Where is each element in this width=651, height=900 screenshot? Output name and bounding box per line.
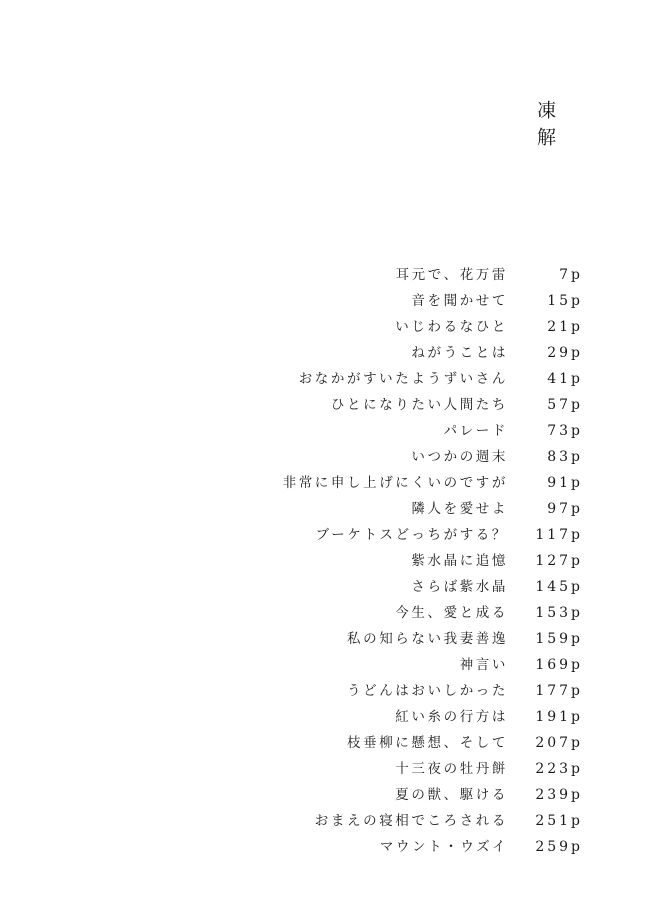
toc-entry <box>0 288 651 314</box>
toc-entry-page: 145p <box>535 579 583 595</box>
toc-entry-title: ひとになりたい人間たち <box>330 397 508 413</box>
toc-entry-title: いじわるなひと <box>395 319 508 335</box>
toc-entry <box>0 340 651 366</box>
toc-entry-page: 117p <box>535 527 583 543</box>
toc-entry-title: 隣人を愛せよ <box>411 501 508 517</box>
toc-entry-page: 223p <box>535 761 583 777</box>
toc-entry-title: 紫水晶に追憶 <box>411 553 508 569</box>
toc-entry <box>0 652 651 678</box>
toc-entry <box>0 808 651 834</box>
toc-entry-page: 7p <box>559 267 583 283</box>
toc-entry <box>0 704 651 730</box>
book-title: 凍解 <box>534 100 556 154</box>
toc-entry-title: おまえの寝相でころされる <box>314 813 508 829</box>
toc-entry-title: 夏の獣、駆ける <box>395 787 508 803</box>
toc-entry-title: 神言い <box>459 657 508 673</box>
toc-entry-title: パレード <box>443 423 508 439</box>
toc-entry-title: ねがうことは <box>411 345 508 361</box>
toc-entry-page: 239p <box>535 787 583 803</box>
toc-entry-page: 73p <box>547 423 583 439</box>
toc-entry <box>0 262 651 288</box>
toc-entry <box>0 600 651 626</box>
toc-entry-page: 169p <box>535 657 583 673</box>
toc-entry-title: マウント・ウズイ <box>379 839 508 855</box>
table-of-contents <box>0 262 651 860</box>
toc-entry <box>0 470 651 496</box>
toc-entry-title: 紅い糸の行方は <box>395 709 508 725</box>
toc-entry-page: 177p <box>535 683 583 699</box>
toc-entry-page: 57p <box>547 397 583 413</box>
toc-entry-page: 127p <box>535 553 583 569</box>
toc-entry-title: 耳元で、花万雷 <box>395 267 508 283</box>
toc-entry-page: 191p <box>535 709 583 725</box>
toc-entry <box>0 574 651 600</box>
toc-entry-title: 十三夜の牡丹餅 <box>395 761 508 777</box>
toc-entry <box>0 678 651 704</box>
toc-entry <box>0 834 651 860</box>
toc-entry <box>0 730 651 756</box>
toc-entry-page: 21p <box>547 319 583 335</box>
toc-entry-page: 83p <box>547 449 583 465</box>
toc-entry-page: 91p <box>547 475 583 491</box>
toc-entry-page: 251p <box>535 813 583 829</box>
toc-entry <box>0 782 651 808</box>
toc-entry-title: いつかの週末 <box>411 449 508 465</box>
toc-entry-title: 音を聞かせて <box>411 293 508 309</box>
toc-entry-title: 私の知らない我妻善逸 <box>347 631 508 647</box>
toc-entry-title: 非常に申し上げにくいのですが <box>282 475 508 491</box>
toc-entry <box>0 366 651 392</box>
toc-entry <box>0 522 651 548</box>
toc-entry-page: 207p <box>535 735 583 751</box>
toc-entry-page: 153p <box>535 605 583 621</box>
toc-entry <box>0 418 651 444</box>
toc-entry-page: 97p <box>547 501 583 517</box>
toc-entry-title: うどんはおいしかった <box>347 683 508 699</box>
toc-entry <box>0 548 651 574</box>
toc-entry-page: 159p <box>535 631 583 647</box>
toc-entry <box>0 756 651 782</box>
toc-entry-title: さらば紫水晶 <box>411 579 508 595</box>
toc-entry <box>0 444 651 470</box>
toc-entry-title: ブーケトスどっちがする？ <box>315 527 508 543</box>
toc-entry-page: 29p <box>547 345 583 361</box>
toc-entry-title: 今生、愛と成る <box>395 605 508 621</box>
toc-entry-page: 41p <box>547 371 583 387</box>
toc-entry-page: 15p <box>547 293 583 309</box>
toc-entry <box>0 496 651 522</box>
toc-entry-title: 枝垂柳に懸想、そして <box>347 735 508 751</box>
toc-entry <box>0 314 651 340</box>
toc-entry-page: 259p <box>535 839 583 855</box>
toc-entry <box>0 626 651 652</box>
toc-entry-title: おなかがすいたようずいさん <box>298 371 508 387</box>
toc-entry <box>0 392 651 418</box>
